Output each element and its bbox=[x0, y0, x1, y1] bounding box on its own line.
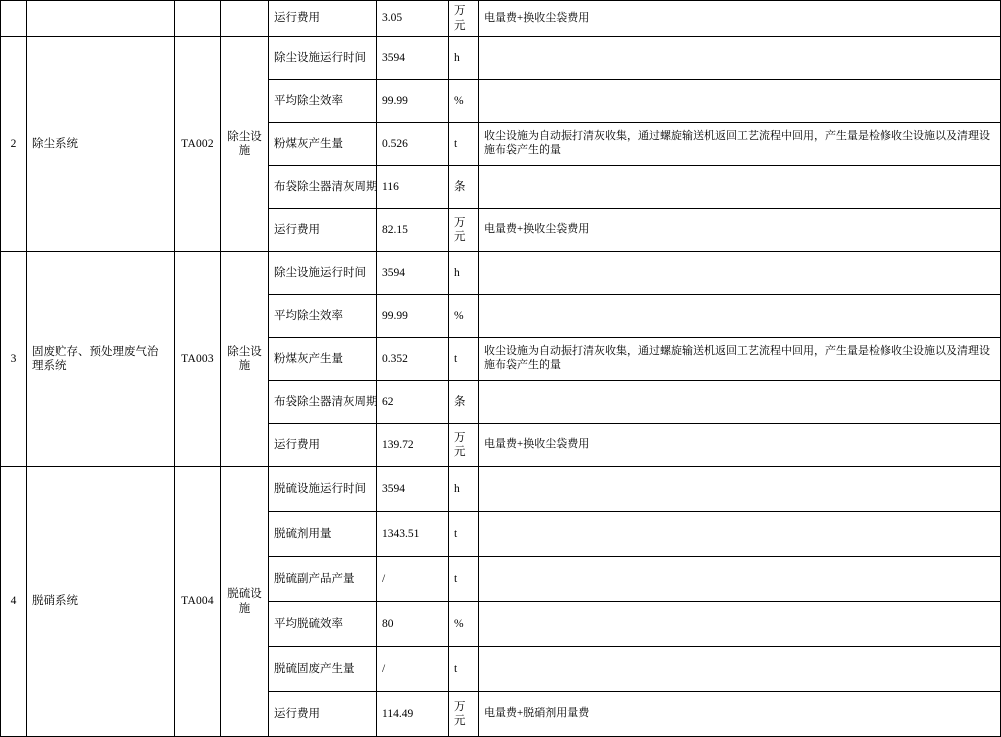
table-row bbox=[1, 467, 1001, 512]
cell-facility bbox=[221, 1, 269, 37]
cell-code: TA002 bbox=[175, 37, 221, 252]
cell-value: 3.05 bbox=[377, 1, 449, 37]
cell-value: / bbox=[377, 647, 449, 692]
cell-unit: 万元 bbox=[449, 692, 479, 737]
cell-unit: t bbox=[449, 647, 479, 692]
cell-value: 99.99 bbox=[377, 295, 449, 338]
cell-value: 3594 bbox=[377, 467, 449, 512]
cell-unit: 条 bbox=[449, 166, 479, 209]
table-row bbox=[1, 1, 1001, 37]
cell-value: 114.49 bbox=[377, 692, 449, 737]
cell-item: 布袋除尘器清灰周期 bbox=[269, 166, 377, 209]
cell-item: 运行费用 bbox=[269, 692, 377, 737]
cell-value: 0.352 bbox=[377, 338, 449, 381]
cell-value: 99.99 bbox=[377, 80, 449, 123]
cell-unit: 万元 bbox=[449, 1, 479, 37]
cell-value: 1343.51 bbox=[377, 512, 449, 557]
cell-unit: t bbox=[449, 557, 479, 602]
cell-note: 电量费+换收尘袋费用 bbox=[479, 209, 1001, 252]
cell-system: 固废贮存、预处理废气治理系统 bbox=[27, 252, 175, 467]
cell-unit: % bbox=[449, 602, 479, 647]
cell-item: 除尘设施运行时间 bbox=[269, 252, 377, 295]
cell-note: 电量费+脱硝剂用量费 bbox=[479, 692, 1001, 737]
cell-unit: 条 bbox=[449, 381, 479, 424]
cell-no: 2 bbox=[1, 37, 27, 252]
cell-unit: h bbox=[449, 252, 479, 295]
cell-no bbox=[1, 1, 27, 37]
cell-item: 脱硫剂用量 bbox=[269, 512, 377, 557]
cell-item: 布袋除尘器清灰周期 bbox=[269, 381, 377, 424]
cell-system: 脱硝系统 bbox=[27, 467, 175, 737]
cell-value: 3594 bbox=[377, 252, 449, 295]
cell-note bbox=[479, 381, 1001, 424]
table-row bbox=[1, 252, 1001, 295]
cell-note: 电量费+换收尘袋费用 bbox=[479, 1, 1001, 37]
cell-item: 运行费用 bbox=[269, 1, 377, 37]
cell-item: 平均除尘效率 bbox=[269, 80, 377, 123]
cell-value: 139.72 bbox=[377, 424, 449, 467]
table-row bbox=[1, 37, 1001, 80]
cell-item: 脱硫固废产生量 bbox=[269, 647, 377, 692]
cell-note: 电量费+换收尘袋费用 bbox=[479, 424, 1001, 467]
cell-note bbox=[479, 467, 1001, 512]
cell-note bbox=[479, 512, 1001, 557]
cell-note bbox=[479, 80, 1001, 123]
cell-no: 3 bbox=[1, 252, 27, 467]
cell-unit: t bbox=[449, 512, 479, 557]
cell-item: 脱硫副产品产量 bbox=[269, 557, 377, 602]
cell-item: 运行费用 bbox=[269, 209, 377, 252]
cell-value: 62 bbox=[377, 381, 449, 424]
cell-value: / bbox=[377, 557, 449, 602]
cell-code bbox=[175, 1, 221, 37]
cell-note bbox=[479, 37, 1001, 80]
cell-value: 0.526 bbox=[377, 123, 449, 166]
cell-value: 80 bbox=[377, 602, 449, 647]
cell-item: 脱硫设施运行时间 bbox=[269, 467, 377, 512]
cell-code: TA003 bbox=[175, 252, 221, 467]
table-body bbox=[1, 1, 1001, 737]
cell-note bbox=[479, 252, 1001, 295]
cell-value: 3594 bbox=[377, 37, 449, 80]
cell-item: 平均除尘效率 bbox=[269, 295, 377, 338]
cell-unit: h bbox=[449, 37, 479, 80]
cell-facility: 除尘设施 bbox=[221, 252, 269, 467]
cell-item: 运行费用 bbox=[269, 424, 377, 467]
cell-unit: 万元 bbox=[449, 424, 479, 467]
cell-note: 收尘设施为自动振打清灰收集，通过螺旋输送机返回工艺流程中回用，产生量是检修收尘设施以及清理设施布袋产生的量 bbox=[479, 123, 1001, 166]
cell-system bbox=[27, 1, 175, 37]
cell-note bbox=[479, 557, 1001, 602]
cell-unit: 万元 bbox=[449, 209, 479, 252]
cell-note bbox=[479, 166, 1001, 209]
cell-facility: 除尘设施 bbox=[221, 37, 269, 252]
cell-unit: t bbox=[449, 123, 479, 166]
cell-item: 粉煤灰产生量 bbox=[269, 123, 377, 166]
cell-note bbox=[479, 602, 1001, 647]
cell-facility: 脱硫设施 bbox=[221, 467, 269, 737]
cell-note bbox=[479, 647, 1001, 692]
cell-item: 粉煤灰产生量 bbox=[269, 338, 377, 381]
cell-unit: % bbox=[449, 80, 479, 123]
cell-value: 82.15 bbox=[377, 209, 449, 252]
cell-unit: h bbox=[449, 467, 479, 512]
cell-value: 116 bbox=[377, 166, 449, 209]
cell-code: TA004 bbox=[175, 467, 221, 737]
cell-note bbox=[479, 295, 1001, 338]
cell-note: 收尘设施为自动振打清灰收集，通过螺旋输送机返回工艺流程中回用，产生量是检修收尘设施以及清理设施布袋产生的量 bbox=[479, 338, 1001, 381]
cell-system: 除尘系统 bbox=[27, 37, 175, 252]
cell-no: 4 bbox=[1, 467, 27, 737]
cell-item: 除尘设施运行时间 bbox=[269, 37, 377, 80]
cell-item: 平均脱硫效率 bbox=[269, 602, 377, 647]
cell-unit: t bbox=[449, 338, 479, 381]
cell-unit: % bbox=[449, 295, 479, 338]
